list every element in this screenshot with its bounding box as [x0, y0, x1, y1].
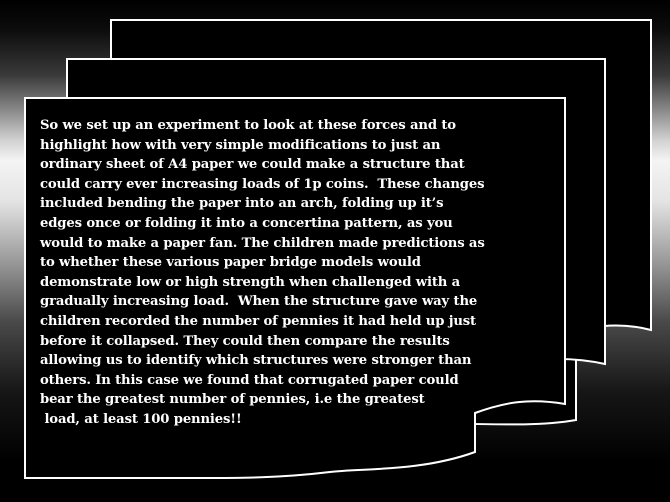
body-text-line: would to make a paper fan. The children made predictions as — [40, 235, 485, 251]
body-text-line: bear the greatest number of pennies, i.e the greatest — [40, 392, 425, 408]
body-text-line: could carry ever increasing loads of 1p coins. These changes — [40, 176, 485, 192]
body-text-line: allowing us to identify which structures were stronger than — [40, 353, 472, 369]
body-text-line: demonstrate low or high strength when challenged with a — [40, 274, 461, 290]
body-text-line: to whether these various paper bridge models would — [40, 255, 421, 271]
body-text-line: included bending the paper into an arch, folding up it’s — [40, 196, 444, 212]
body-text-line: before it collapsed. They could then compare the results — [40, 333, 450, 349]
body-text-line: children recorded the number of pennies it had held up just — [40, 313, 476, 329]
body-text-line: So we set up an experiment to look at these forces and to — [40, 118, 456, 133]
body-text-line: others. In this case we found that corrugated paper could — [40, 372, 459, 388]
body-text-line: ordinary sheet of A4 paper we could make a structure that — [40, 157, 465, 173]
body-text-line: load, at least 100 pennies!! — [40, 411, 242, 427]
body-text-line: edges once or folding it into a concertina pattern, as you — [40, 215, 453, 231]
slide-body-text — [40, 116, 540, 430]
body-text-line: gradually increasing load. When the structure gave way the — [40, 294, 478, 310]
body-text-line: highlight how with very simple modifications to just an — [40, 137, 441, 153]
